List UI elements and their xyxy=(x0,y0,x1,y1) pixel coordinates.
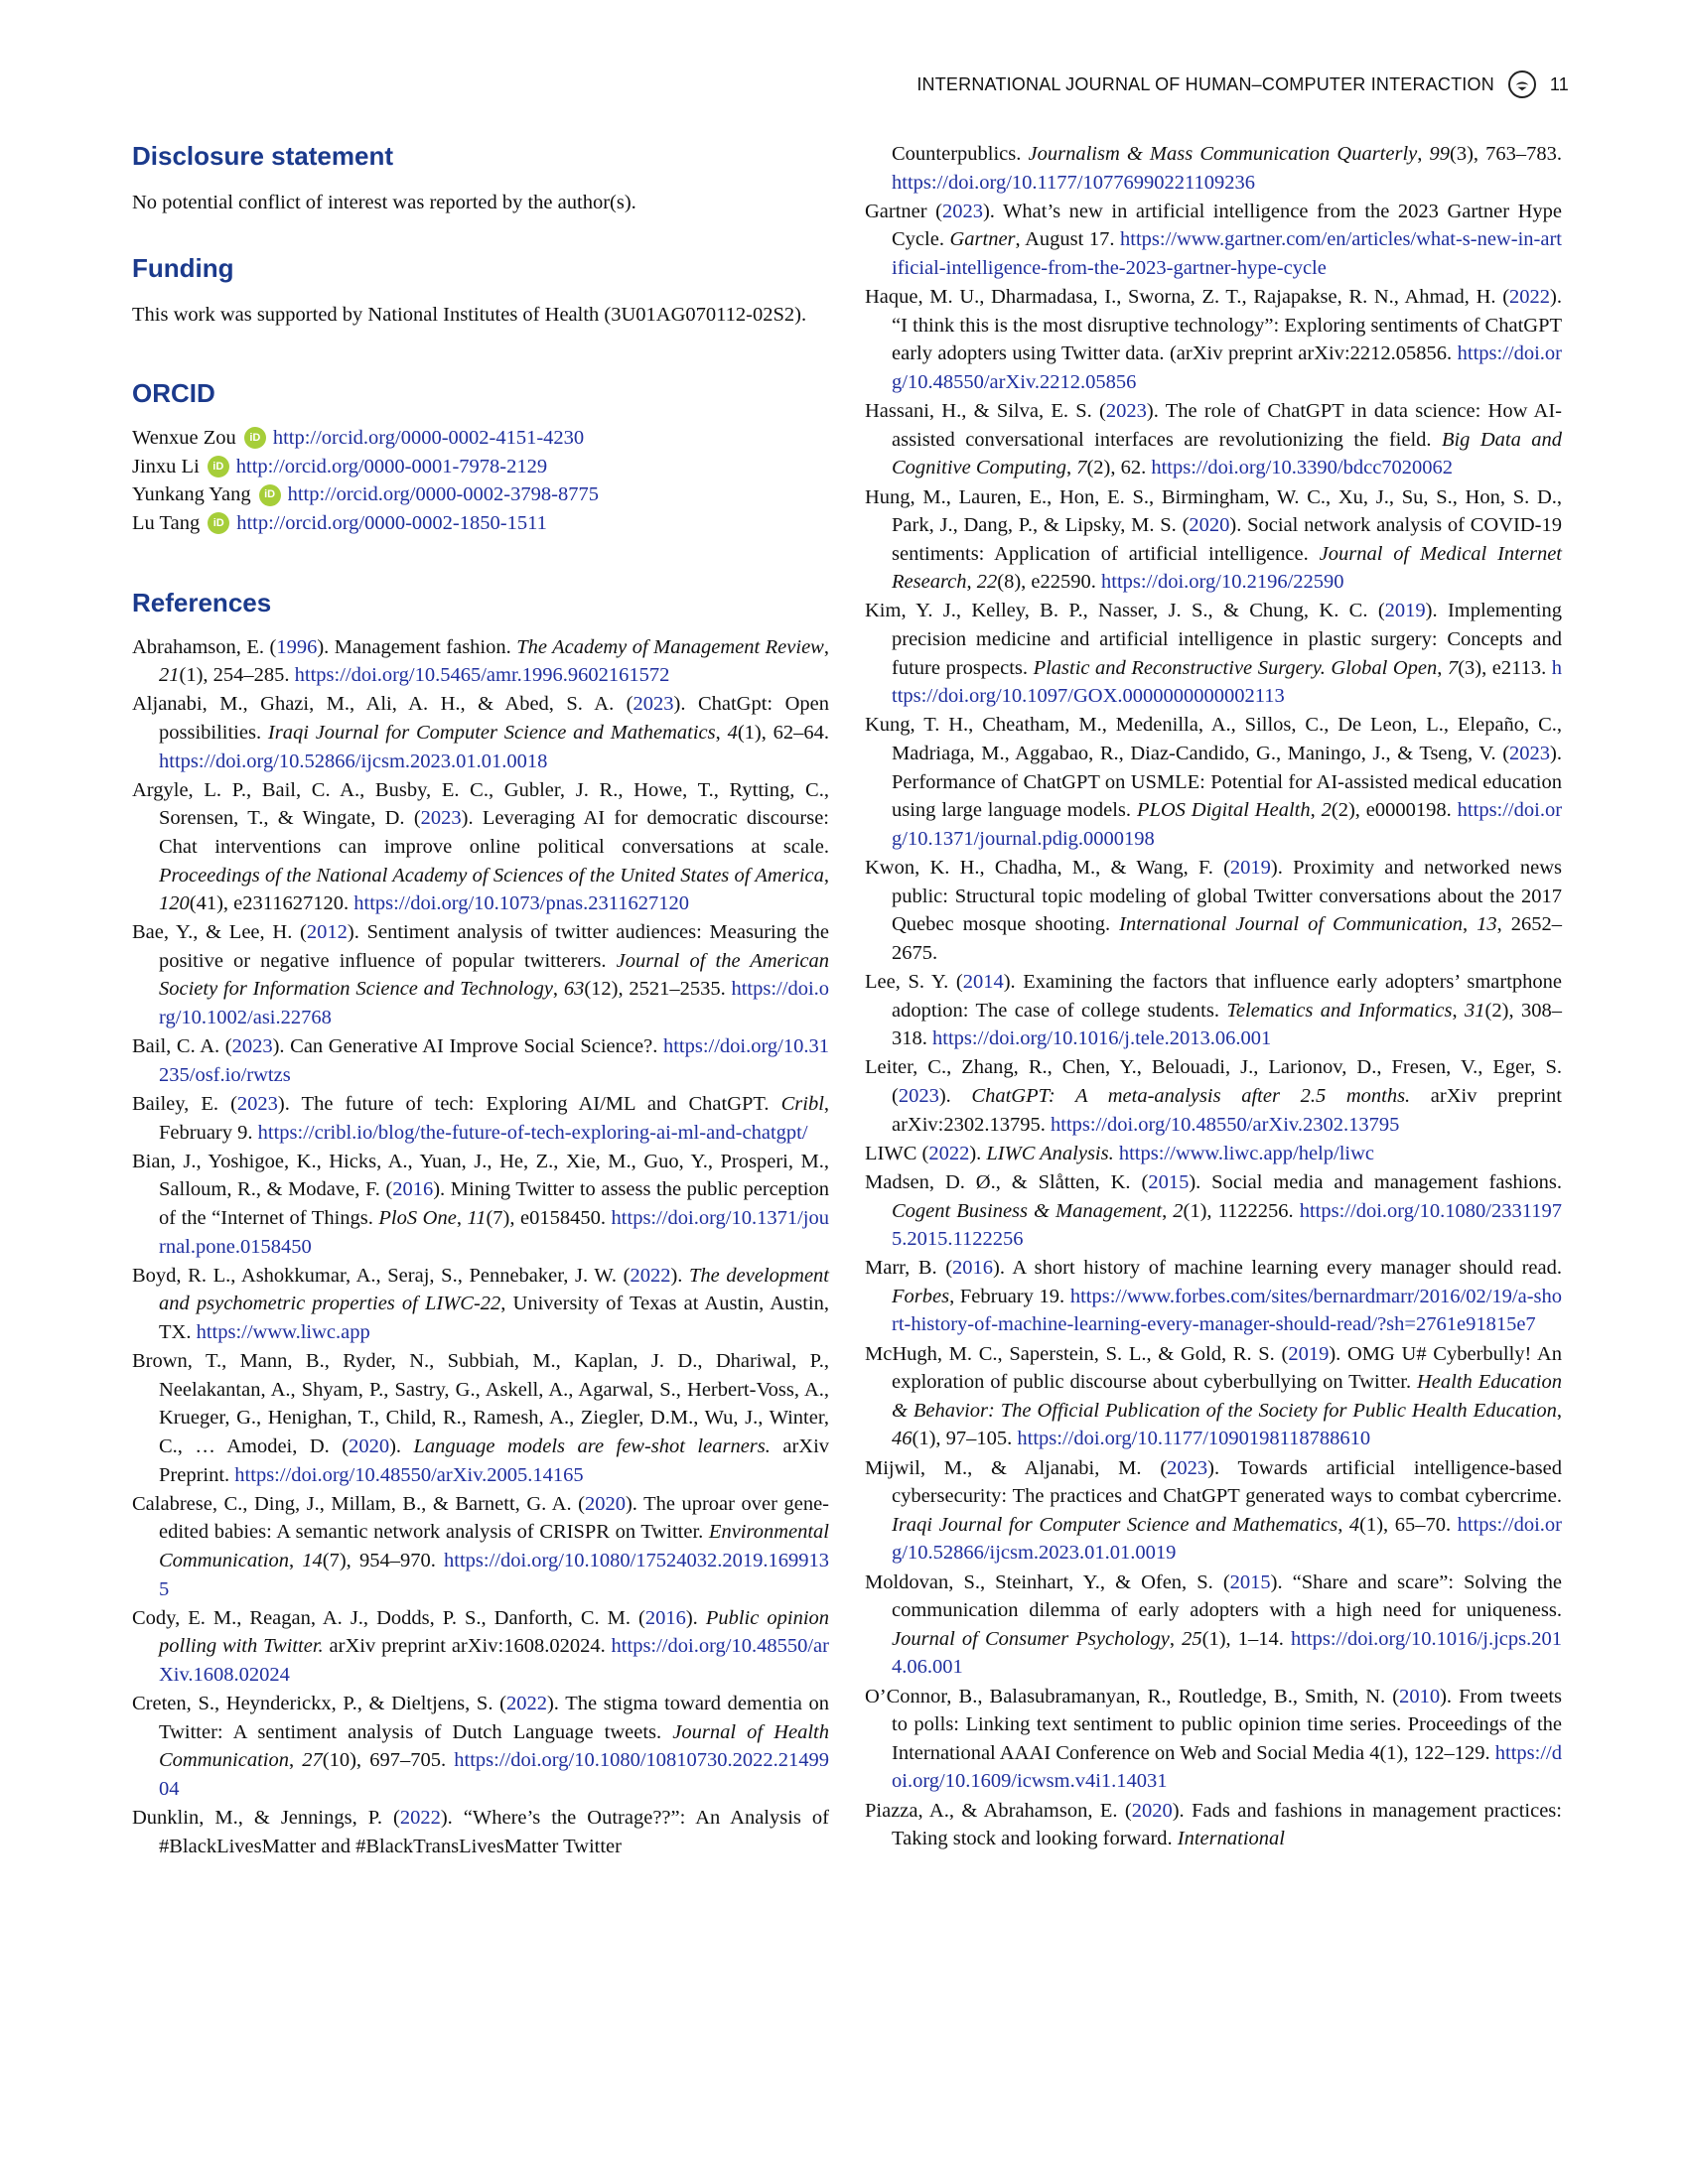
reference-year-link[interactable]: 2019 xyxy=(1384,600,1426,622)
right-column xyxy=(865,140,1562,1853)
reference-title: ). Proximity and networked news public: Structural topic modeling of global Twitter conversations about the 2017 Quebec mosque shooting. xyxy=(892,857,1562,936)
reference-entry xyxy=(865,283,1562,396)
reference-pages: (1), 97–105. xyxy=(912,1428,1018,1450)
reference-source: ChatGPT: A meta-analysis after 2.5 months. xyxy=(971,1084,1411,1107)
reference-source: Big Data and Cognitive Computing xyxy=(892,428,1562,479)
reference-year-link[interactable]: 2022 xyxy=(1509,286,1551,309)
reference-source: Health Education & Behavior: The Official Publication of the Society for Public Health Education xyxy=(892,1371,1562,1422)
reference-title: ). The future of tech: Exploring AI/ML and ChatGPT. xyxy=(277,1093,781,1116)
reference-text: , xyxy=(552,978,564,1001)
reference-text: , xyxy=(1556,1399,1562,1422)
reference-doi-link[interactable]: https://doi.org/10.1080/23311975.2015.1122256 xyxy=(892,1199,1562,1251)
orcid-author-name: Yunkang Yang xyxy=(132,483,251,506)
reference-entry xyxy=(132,1347,829,1489)
reference-title: ). A short history of machine learning every manager should read. xyxy=(993,1257,1562,1280)
page-number: 11 xyxy=(1549,73,1569,94)
reference-title: ). What’s new in artificial intelligence from the 2023 Gartner Hype Cycle. xyxy=(892,200,1562,251)
orcid-link[interactable]: http://orcid.org/0000-0002-1850-1511 xyxy=(236,511,547,534)
reference-doi-link[interactable]: https://doi.org/10.5465/amr.1996.9602161572 xyxy=(294,664,670,687)
reference-source: Plastic and Reconstructive Surgery. Global Open xyxy=(1033,656,1438,679)
reference-entry xyxy=(132,1032,829,1089)
reference-source: International xyxy=(1177,1828,1285,1850)
reference-authors: Hung, M., Lauren, E., Hon, E. S., Birmingham, W. C., Xu, J., Su, S., Hon, S. D., Park, J., Dang, P., & Lipsky, M. S. ( xyxy=(865,485,1562,537)
references-heading: References xyxy=(132,587,272,617)
reference-pages: (8), e22590. xyxy=(997,571,1102,594)
reference-volume: 4 xyxy=(1348,1513,1360,1536)
reference-doi-link[interactable]: https://doi.org/10.1080/17524032.2019.1699135 xyxy=(159,1549,830,1600)
reference-doi-link[interactable]: https://doi.org/10.1073/pnas.2311627120 xyxy=(353,892,689,915)
reference-source: LIWC Analysis. xyxy=(986,1142,1114,1164)
reference-entry xyxy=(132,1148,829,1261)
reference-authors: Dunklin, M., & Jennings, P. ( xyxy=(132,1807,400,1830)
reference-pages: (12), 2521–2535. xyxy=(584,978,732,1001)
reference-entry xyxy=(865,597,1562,710)
reference-doi-link[interactable]: https://doi.org/10.52866/ijcsm.2023.01.01.0018 xyxy=(159,750,548,772)
reference-source: Journalism & Mass Communication Quarterly xyxy=(1028,143,1418,165)
reference-authors: Lee, S. Y. ( xyxy=(865,970,963,993)
reference-year-link[interactable]: 2023 xyxy=(898,1084,939,1107)
reference-title: ). Can Generative AI Improve Social Science?. xyxy=(272,1035,663,1058)
reference-authors: Bail, C. A. ( xyxy=(132,1035,232,1058)
reference-doi-link[interactable]: https://www.gartner.com/en/articles/what-s-new-in-artificial-intelligence-from-the-2023-gartner-hype-cycle xyxy=(892,228,1562,279)
orcid-icon: iD xyxy=(208,512,229,534)
reference-entry xyxy=(865,1797,1562,1853)
reference-year-link[interactable]: 2023 xyxy=(1167,1456,1208,1479)
reference-doi-link[interactable]: https://doi.org/10.1609/icwsm.v4i1.14031 xyxy=(892,1741,1562,1793)
reference-entry xyxy=(132,1604,829,1690)
reference-authors: Gartner ( xyxy=(865,200,942,222)
reference-doi-link[interactable]: https://www.liwc.app/help/liwc xyxy=(1118,1142,1375,1164)
reference-entry xyxy=(865,854,1562,967)
reference-pages: (7), 954–970. xyxy=(322,1549,445,1571)
reference-year-link[interactable]: 2022 xyxy=(505,1693,547,1715)
reference-entry xyxy=(865,1683,1562,1796)
reference-title: ). xyxy=(685,1606,706,1629)
reference-year-link[interactable]: 2023 xyxy=(1509,743,1551,765)
orcid-list xyxy=(132,424,829,537)
reference-source: Journal of Health Communication xyxy=(159,1720,829,1772)
reference-source: Language models are few-shot learners. xyxy=(413,1434,771,1457)
reference-entry xyxy=(865,1340,1562,1453)
reference-text: , xyxy=(823,635,829,658)
reference-authors: Aljanabi, M., Ghazi, M., Ali, A. H., & Abed, S. A. ( xyxy=(132,693,633,716)
reference-volume: 11 xyxy=(467,1207,487,1229)
reference-year-link[interactable]: 2016 xyxy=(644,1606,686,1629)
disclosure-heading: Disclosure statement xyxy=(132,141,393,171)
reference-year-link[interactable]: 2023 xyxy=(236,1093,278,1116)
reference-entry xyxy=(865,1140,1562,1168)
reference-title: ). The stigma toward dementia on Twitter: A sentiment analysis of Dutch Language tweets. xyxy=(159,1693,829,1743)
reference-source: Environmental Communication xyxy=(159,1521,829,1571)
reference-title: ). ChatGpt: Open possibilities. xyxy=(159,693,829,744)
reference-entry xyxy=(865,1053,1562,1139)
reference-doi-link[interactable]: https://doi.org/10.1177/10776990221109236 xyxy=(892,171,1255,194)
reference-volume: 27 xyxy=(302,1749,323,1772)
reference-source: Gartner xyxy=(949,228,1016,251)
reference-title: ). Sentiment analysis of twitter audiences: Measuring the positive or negative influence of popular twitterers. xyxy=(159,921,829,972)
reference-text: , xyxy=(1463,913,1477,936)
reference-authors: Marr, B. ( xyxy=(865,1257,953,1280)
reference-title: ). xyxy=(670,1264,690,1287)
reference-year-link[interactable]: 2020 xyxy=(349,1434,390,1457)
reference-year-link[interactable]: 2022 xyxy=(928,1142,970,1164)
reference-doi-link[interactable]: https://doi.org/10.1371/journal.pone.0158450 xyxy=(159,1207,829,1258)
reference-doi-link[interactable]: https://doi.org/10.1177/1090198118788610 xyxy=(1017,1428,1371,1450)
reference-entry xyxy=(132,1090,829,1147)
reference-title: ). “I think this is the most disruptive technology”: Exploring sentiments of ChatGPT early adopters using Twitter data. (arXiv preprint arXiv:2212.05856. xyxy=(892,286,1562,365)
reference-title: ). Performance of ChatGPT on USMLE: Potential for AI-assisted medical education using large language models. xyxy=(892,743,1562,822)
reference-doi-link[interactable]: https://doi.org/10.3390/bdcc7020062 xyxy=(1151,457,1454,479)
reference-authors: Creten, S., Heynderickx, P., & Dieltjens, S. ( xyxy=(132,1693,506,1715)
reference-year-link[interactable]: 2015 xyxy=(1229,1570,1271,1593)
reference-title: ). Leveraging AI for democratic discourse: Chat interventions can improve online political conversations at scale. xyxy=(159,807,829,858)
reference-text: , xyxy=(288,1749,303,1772)
reference-text: , xyxy=(1452,999,1466,1022)
reference-text: , xyxy=(1310,799,1322,822)
reference-title: ). xyxy=(969,1142,987,1164)
reference-year-link[interactable]: 2023 xyxy=(1105,400,1147,423)
reference-pages: (2), 62. xyxy=(1086,457,1152,479)
reference-year-link[interactable]: 2016 xyxy=(392,1178,434,1201)
reference-entry xyxy=(132,1490,829,1603)
reference-pages: (1), 254–285. xyxy=(179,664,295,687)
reference-text: , August 17. xyxy=(1015,228,1120,251)
reference-pages: (7), e0158450. xyxy=(486,1207,612,1229)
reference-entry xyxy=(865,198,1562,283)
reference-volume: 2 xyxy=(1321,799,1332,822)
reference-pages: (1), 62–64. xyxy=(737,721,830,744)
reference-doi-link[interactable]: https://doi.org/10.1080/10810730.2022.2149904 xyxy=(159,1749,830,1800)
reference-title: ). Examining the factors that influence early adopters’ smartphone adoption: The case of college students. xyxy=(892,970,1562,1022)
reference-authors: Bae, Y., & Lee, H. ( xyxy=(132,921,307,944)
reference-doi-link[interactable]: https://doi.org/10.31235/osf.io/rwtzs xyxy=(159,1035,830,1086)
reference-authors: Bian, J., Yoshigoe, K., Hicks, A., Yuan, J., He, Z., Xie, M., Guo, Y., Prosperi, M., Salloum, R., & Modave, F. ( xyxy=(132,1150,829,1201)
reference-source: Cogent Business & Management xyxy=(892,1199,1163,1222)
reference-text: , xyxy=(1417,143,1430,165)
reference-entry xyxy=(865,711,1562,853)
reference-authors: Haque, M. U., Dharmadasa, I., Sworna, Z. T., Rajapakse, R. N., Ahmad, H. ( xyxy=(865,286,1510,309)
reference-year-link[interactable]: 2023 xyxy=(420,807,462,830)
reference-text: , xyxy=(823,864,829,887)
reference-year-link[interactable]: 2014 xyxy=(962,970,1004,993)
reference-pages: (41), e2311627120. xyxy=(189,892,354,915)
reference-doi-link[interactable]: https://doi.org/10.1016/j.jcps.2014.06.001 xyxy=(892,1627,1562,1679)
reference-source: Cribl xyxy=(780,1093,824,1116)
reference-volume: 7 xyxy=(1076,457,1087,479)
reference-source: Journal of the American Society for Information Science and Technology xyxy=(159,949,829,1001)
reference-doi-link[interactable]: https://doi.org/10.48550/arXiv.2302.13795 xyxy=(1051,1113,1400,1136)
reference-text: , xyxy=(1162,1199,1174,1222)
reference-text: , February 9. xyxy=(159,1093,830,1144)
reference-entry xyxy=(132,918,829,1031)
reference-text: , xyxy=(966,571,977,594)
orcid-entry xyxy=(132,480,829,509)
reference-volume: 4 xyxy=(727,721,738,744)
reference-year-link[interactable]: 2022 xyxy=(630,1264,671,1287)
reference-text: , xyxy=(1437,656,1448,679)
reference-year-link[interactable]: 2022 xyxy=(399,1807,441,1830)
reference-authors: Boyd, R. L., Ashokkumar, A., Seraj, S., Pennebaker, J. W. ( xyxy=(132,1264,631,1287)
running-header xyxy=(874,69,1569,99)
left-column xyxy=(132,139,829,1860)
reference-year-link[interactable]: 2016 xyxy=(952,1257,994,1280)
reference-title: ). xyxy=(389,1434,414,1457)
reference-text: , xyxy=(456,1207,468,1229)
reference-text: , xyxy=(1169,1627,1183,1650)
orcid-link[interactable]: http://orcid.org/0000-0002-4151-4230 xyxy=(272,427,585,450)
reference-pages: (2), e0000198. xyxy=(1331,799,1458,822)
reference-title: ). Social media and management fashions. xyxy=(1189,1170,1562,1193)
reference-year-link[interactable]: 2019 xyxy=(1288,1342,1330,1365)
reference-title: ). Mining Twitter to assess the public perception of the “Internet of Things. xyxy=(159,1178,829,1229)
reference-source: The development and psychometric properties of LIWC-22 xyxy=(159,1264,830,1315)
reference-pages: (1), 1122256. xyxy=(1183,1199,1300,1222)
reference-source: Journal of Consumer Psychology xyxy=(892,1627,1170,1650)
reference-entry xyxy=(865,140,1562,197)
reference-year-link[interactable]: 2023 xyxy=(633,693,674,716)
orcid-author-name: Wenxue Zou xyxy=(132,427,236,450)
reference-entry xyxy=(132,1262,829,1347)
orcid-entry xyxy=(132,509,829,538)
reference-source: Iraqi Journal for Computer Science and Mathematics xyxy=(267,721,716,744)
reference-pages: (1), 1–14. xyxy=(1201,1627,1292,1650)
reference-entry xyxy=(132,1804,829,1860)
reference-title: ). Fads and fashions in management practices: Taking stock and looking forward. xyxy=(892,1799,1562,1850)
orcid-link[interactable]: http://orcid.org/0000-0002-3798-8775 xyxy=(287,483,599,506)
disclosure-text: No potential conflict of interest was reported by the author(s). xyxy=(132,192,636,213)
reference-text: , February 19. xyxy=(949,1285,1070,1307)
reference-volume: 22 xyxy=(976,571,998,594)
reference-authors: Hassani, H., & Silva, E. S. ( xyxy=(865,400,1106,423)
orcid-author-name: Lu Tang xyxy=(132,511,201,534)
orcid-heading: ORCID xyxy=(132,378,215,409)
reference-authors: O’Connor, B., Balasubramanyan, R., Routledge, B., Smith, N. ( xyxy=(865,1685,1400,1707)
orcid-author-name: Jinxu Li xyxy=(132,455,200,478)
reference-title: ). Social network analysis of COVID-19 sentiments: Application of artificial intelligence. xyxy=(892,514,1562,565)
publisher-logo-icon xyxy=(1508,70,1536,98)
reference-text: , xyxy=(715,721,728,744)
reference-entry xyxy=(865,968,1562,1053)
reference-source: PLOS Digital Health xyxy=(1136,799,1311,822)
reference-entry xyxy=(865,1454,1562,1568)
reference-authors: McHugh, M. C., Saperstein, S. L., & Gold, R. S. ( xyxy=(865,1342,1289,1365)
reference-entry xyxy=(865,483,1562,597)
reference-entry xyxy=(865,1254,1562,1339)
reference-doi-link[interactable]: https://www.forbes.com/sites/bernardmarr/2016/02/19/a-short-history-of-machine-learning-every-manager-should-read/?sh=2761e91815e7 xyxy=(892,1285,1562,1336)
reference-source: International Journal of Communication xyxy=(1119,913,1463,936)
funding-text: This work was supported by National Institutes of Health (3U01AG070112-02S2). xyxy=(132,303,807,326)
reference-entry xyxy=(132,776,829,918)
reference-doi-link[interactable]: https://doi.org/10.48550/arXiv.2005.14165 xyxy=(234,1463,584,1486)
reference-authors: Kung, T. H., Cheatham, M., Medenilla, A., Sillos, C., De Leon, L., Elepaño, C., Madriaga, M., Aggabao, R., Diaz-Candido, G., Maningo, J., & Tseng, V. ( xyxy=(865,714,1562,765)
journal-title: INTERNATIONAL JOURNAL OF HUMAN–COMPUTER INTERACTION xyxy=(916,73,1494,94)
reference-title: ). Management fashion. xyxy=(317,635,517,658)
reference-authors: Leiter, C., Zhang, R., Chen, Y., Belouadi, J., Larionov, D., Fresen, V., Eger, S. ( xyxy=(865,1056,1562,1107)
reference-volume: 63 xyxy=(563,978,585,1001)
reference-text: arXiv preprint arXiv:1608.02024. xyxy=(323,1635,612,1658)
reference-title: ). xyxy=(938,1084,972,1107)
orcid-entry xyxy=(132,453,829,481)
reference-source: Journal of Medical Internet Research xyxy=(892,542,1562,594)
reference-year-link[interactable]: 2019 xyxy=(1229,857,1271,879)
orcid-icon: iD xyxy=(244,427,266,449)
reference-entry xyxy=(132,1690,829,1803)
reference-source: Proceedings of the National Academy of Sciences of the United States of America xyxy=(159,864,824,887)
reference-authors: Brown, T., Mann, B., Ryder, N., Subbiah, M., Kaplan, J. D., Dhariwal, P., Neelakantan, A., Shyam, P., Sastry, G., Askell, A., Agarwal, S., Herbert-Voss, A., Krueger, G., Henighan, T., Child, R., Ramesh, A., Ziegler, D.M., Wu, J., Winter, C., … Amodei, D. ( xyxy=(132,1350,829,1457)
reference-volume: 46 xyxy=(892,1428,913,1450)
references-list-right xyxy=(865,140,1562,1853)
reference-entry xyxy=(865,1168,1562,1254)
reference-volume: 21 xyxy=(159,664,180,687)
reference-title: ). OMG U# Cyberbully! An exploration of public discourse about cyberbullying on Twitter. xyxy=(892,1342,1562,1394)
reference-pages: (3), e2113. xyxy=(1458,656,1552,679)
reference-source: PloS One xyxy=(378,1207,457,1229)
reference-year-link[interactable]: 2015 xyxy=(1148,1170,1190,1193)
orcid-icon: iD xyxy=(259,484,281,506)
reference-doi-link[interactable]: https://cribl.io/blog/the-future-of-tech-exploring-ai-ml-and-chatgpt/ xyxy=(257,1121,808,1144)
reference-pages: (1), 65–70. xyxy=(1359,1513,1458,1536)
reference-doi-link[interactable]: https://doi.org/10.1097/GOX.0000000000002113 xyxy=(892,656,1563,708)
reference-title: ). The uproar over gene-edited babies: A semantic network analysis of CRISPR on Twitter. xyxy=(159,1492,830,1544)
reference-year-link[interactable]: 2023 xyxy=(941,200,983,222)
reference-title: ). “Share and scare”: Solving the communication dilemma of early adopters with a high need for uniqueness. xyxy=(892,1570,1562,1622)
reference-volume: 25 xyxy=(1182,1627,1202,1650)
references-list-left xyxy=(132,633,829,1861)
reference-year-link[interactable]: 2020 xyxy=(1189,514,1230,537)
reference-volume: 7 xyxy=(1447,656,1459,679)
reference-authors: Moldovan, S., Steinhart, Y., & Ofen, S. ( xyxy=(865,1570,1230,1593)
reference-year-link[interactable]: 2023 xyxy=(231,1035,273,1058)
reference-text: , xyxy=(288,1549,303,1571)
reference-title: ). Towards artificial intelligence-based cybersecurity: The practices and ChatGPT generated ways to combat cybercrime. xyxy=(892,1456,1563,1508)
reference-source: The Academy of Management Review xyxy=(516,635,824,658)
reference-entry xyxy=(132,633,829,690)
reference-source: Public opinion polling with Twitter. xyxy=(159,1606,830,1658)
reference-year-link[interactable]: 1996 xyxy=(276,635,318,658)
reference-authors: Calabrese, C., Ding, J., Millam, B., & Barnett, G. A. ( xyxy=(132,1492,585,1515)
reference-doi-link[interactable]: https://doi.org/10.2196/22590 xyxy=(1101,571,1344,594)
orcid-link[interactable]: http://orcid.org/0000-0001-7978-2129 xyxy=(235,455,548,478)
reference-year-link[interactable]: 2020 xyxy=(584,1492,626,1515)
reference-doi-link[interactable]: https://doi.org/10.48550/arXiv.2212.05856 xyxy=(892,342,1562,393)
reference-authors: Counterpublics. xyxy=(892,143,1029,165)
reference-volume: 31 xyxy=(1465,999,1485,1022)
reference-volume: 120 xyxy=(159,892,190,915)
reference-authors: Argyle, L. P., Bail, C. A., Busby, E. C., Gubler, J. R., Howe, T., Rytting, C., Sorensen, T., & Wingate, D. ( xyxy=(132,778,829,830)
reference-year-link[interactable]: 2012 xyxy=(306,921,348,944)
reference-doi-link[interactable]: https://doi.org/10.52866/ijcsm.2023.01.01.0019 xyxy=(892,1513,1562,1565)
reference-doi-link[interactable]: https://www.liwc.app xyxy=(196,1320,370,1343)
reference-doi-link[interactable]: https://doi.org/10.1016/j.tele.2013.06.001 xyxy=(932,1027,1272,1050)
reference-title: ). Implementing precision medicine and artificial intelligence in plastic surgery: Concepts and future prospects. xyxy=(892,600,1562,679)
reference-entry xyxy=(865,1569,1562,1682)
reference-authors: Kwon, K. H., Chadha, M., & Wang, F. ( xyxy=(865,857,1230,879)
reference-text: , xyxy=(1337,1513,1349,1536)
reference-text: arXiv Preprint. xyxy=(159,1434,830,1486)
reference-entry xyxy=(865,397,1562,482)
reference-volume: 99 xyxy=(1429,143,1450,165)
reference-source: Iraqi Journal for Computer Science and Mathematics xyxy=(892,1513,1338,1536)
reference-authors: Cody, E. M., Reagan, A. J., Dodds, P. S., Danforth, C. M. ( xyxy=(132,1606,645,1629)
reference-pages: (3), 763–783. xyxy=(1450,143,1563,165)
reference-source: Forbes xyxy=(892,1285,950,1307)
orcid-entry xyxy=(132,424,829,453)
reference-authors: Piazza, A., & Abrahamson, E. ( xyxy=(865,1799,1132,1822)
reference-volume: 2 xyxy=(1173,1199,1184,1222)
reference-title: ). “Where’s the Outrage??”: An Analysis of #BlackLivesMatter and #BlackTransLivesMatter Twitter xyxy=(159,1807,830,1857)
funding-heading: Funding xyxy=(132,252,234,283)
reference-doi-link[interactable]: https://doi.org/10.1371/journal.pdig.0000198 xyxy=(892,799,1563,850)
orcid-icon: iD xyxy=(208,456,229,478)
reference-doi-link[interactable]: https://doi.org/10.48550/arXiv.1608.02024 xyxy=(159,1635,829,1686)
reference-year-link[interactable]: 2010 xyxy=(1399,1685,1441,1707)
reference-pages: (2), 308–318. xyxy=(892,999,1563,1050)
reference-source: Telematics and Informatics xyxy=(1226,999,1453,1022)
reference-authors: Abrahamson, E. ( xyxy=(132,635,277,658)
reference-volume: 14 xyxy=(302,1549,323,1571)
reference-authors: Kim, Y. J., Kelley, B. P., Nasser, J. S., & Chung, K. C. ( xyxy=(865,600,1385,622)
reference-pages: (10), 697–705. xyxy=(322,1749,455,1772)
reference-pages: , 2652–2675. xyxy=(892,913,1562,964)
reference-entry xyxy=(132,690,829,775)
reference-authors: Mijwil, M., & Aljanabi, M. ( xyxy=(865,1456,1168,1479)
reference-doi-link[interactable]: https://doi.org/10.1002/asi.22768 xyxy=(159,978,830,1029)
reference-authors: LIWC ( xyxy=(865,1142,929,1164)
reference-title: ). From tweets to polls: Linking text sentiment to public opinion time series. Proceedings of the International AAAI Conference on Web and Social Media 4(1), 122–129. xyxy=(892,1685,1562,1764)
reference-authors: Madsen, D. Ø., & Slåtten, K. ( xyxy=(865,1170,1149,1193)
reference-title: ). The role of ChatGPT in data science: How AI-assisted conversational interfaces are revolutionizing the field. xyxy=(892,400,1563,451)
reference-authors: Bailey, E. ( xyxy=(132,1093,237,1116)
reference-volume: 13 xyxy=(1477,913,1497,936)
reference-text: , xyxy=(1065,457,1077,479)
reference-year-link[interactable]: 2020 xyxy=(1131,1799,1173,1822)
reference-text: arXiv preprint arXiv:2302.13795. xyxy=(892,1084,1562,1136)
reference-text: , University of Texas at Austin, Austin, TX. xyxy=(159,1293,829,1343)
